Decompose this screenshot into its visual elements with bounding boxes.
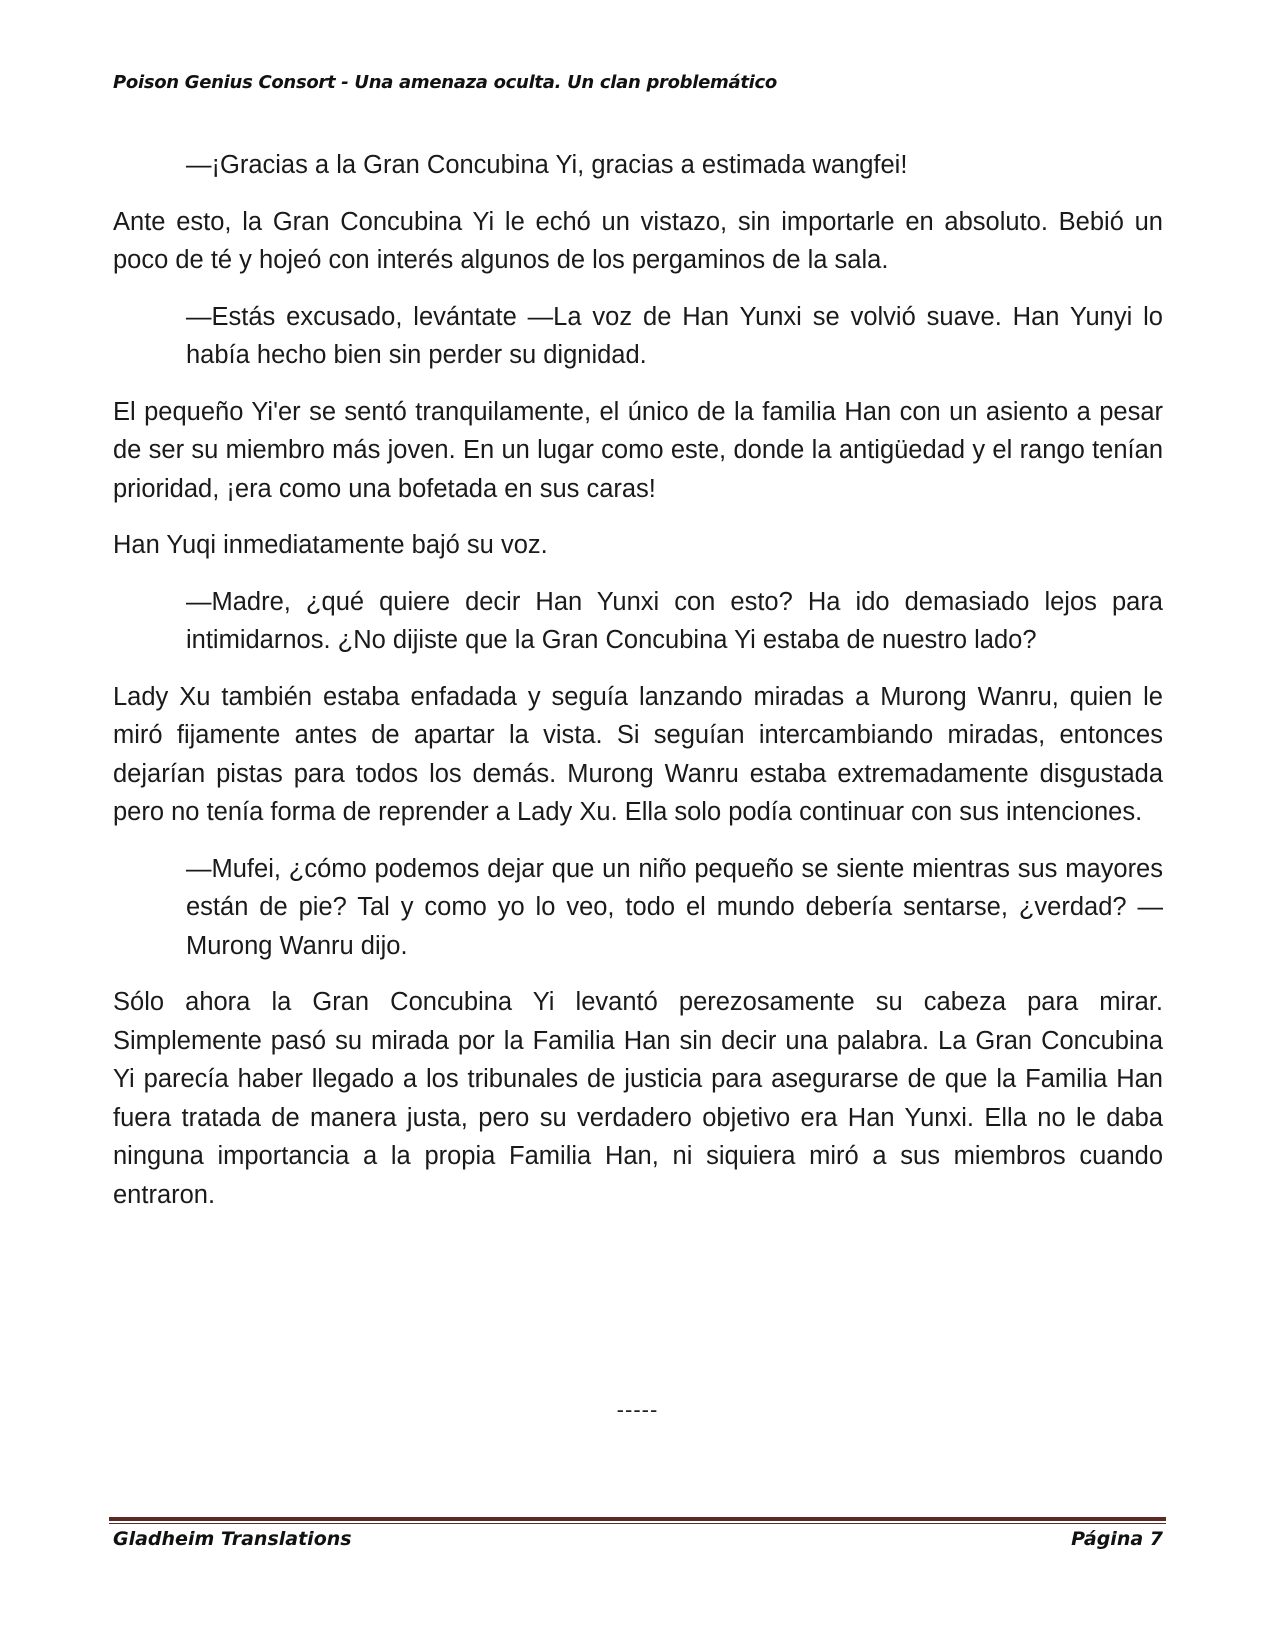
section-separator: ----- <box>616 1397 659 1422</box>
paragraph-dialogue: —Mufei, ¿cómo podemos dejar que un niño pequeño se siente mientras sus mayores están de pie? Tal y como yo lo veo, todo el mundo debería sentarse, ¿verdad? —Murong Wanru dijo. <box>186 854 1163 960</box>
paragraph-dialogue: —¡Gracias a la Gran Concubina Yi, gracias a estimada wangfei! <box>186 151 908 179</box>
footer-rule-thin <box>109 1523 1166 1524</box>
footer-translator: Gladheim Translations <box>113 1528 352 1550</box>
page-number: Página 7 <box>1071 1528 1163 1550</box>
running-header: Poison Genius Consort - Una amenaza oculta. Un clan problemático <box>113 72 777 93</box>
footer-rule <box>109 1517 1166 1524</box>
footer-rule-thick <box>109 1517 1166 1521</box>
paragraph-dialogue: —Estás excusado, levántate —La voz de Han Yunxi se volvió suave. Han Yunyi lo había hecho bien sin perder su dignidad. <box>186 302 1163 369</box>
paragraph-dialogue: —Madre, ¿qué quiere decir Han Yunxi con esto? Ha ido demasiado lejos para intimidarnos. ¿No dijiste que la Gran Concubina Yi estaba de nuestro lado? <box>186 587 1163 654</box>
paragraph-narration: Ante esto, la Gran Concubina Yi le echó un vistazo, sin importarle en absoluto. Bebió un poco de té y hojeó con interés algunos de los pergaminos de la sala. <box>113 207 1163 274</box>
paragraph-narration: Sólo ahora la Gran Concubina Yi levantó perezosamente su cabeza para mirar. Simplemente pasó su mirada por la Familia Han sin decir una palabra. La Gran Concubina Yi parecía haber llegado a los tribunales de justicia para asegurarse de que la Familia Han fuera tratada de manera justa, pero su verdadero objetivo era Han Yunxi. Ella no le daba ninguna importancia a la propia Familia Han, ni siquiera miró a sus miembros cuando entraron. <box>113 988 1163 1209</box>
page-body <box>113 146 1163 1232</box>
paragraph-narration: El pequeño Yi'er se sentó tranquilamente, el único de la familia Han con un asiento a pesar de ser su miembro más joven. En un lugar como este, donde la antigüedad y el rango tenían prioridad, ¡era como una bofetada en sus caras! <box>113 397 1163 503</box>
paragraph-narration: Lady Xu también estaba enfadada y seguía lanzando miradas a Murong Wanru, quien le miró fijamente antes de apartar la vista. Si seguían intercambiando miradas, entonces dejarían pistas para todos los demás. Murong Wanru estaba extremadamente disgustada pero no tenía forma de reprender a Lady Xu. Ella solo podía continuar con sus intenciones. <box>113 682 1163 826</box>
paragraph-narration: Han Yuqi inmediatamente bajó su voz. <box>113 531 548 559</box>
